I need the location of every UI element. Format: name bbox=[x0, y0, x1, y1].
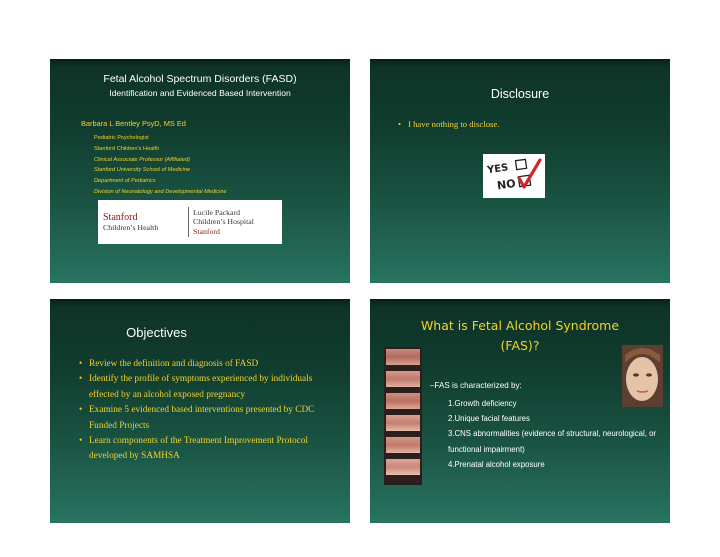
affiliation-line: Stanford University School of Medicine bbox=[94, 167, 191, 174]
logo-text-lucile-packard: Lucile Packard bbox=[193, 207, 240, 217]
fas-characteristics bbox=[448, 396, 658, 472]
yes-no-checkbox-graphic bbox=[483, 154, 545, 198]
bullet-item: • Review the definition and diagnosis of FASD bbox=[79, 357, 339, 372]
logo-text-childrens-health: Children’s Health bbox=[103, 222, 159, 232]
affiliation-line: Stanford Children’s Health bbox=[94, 145, 160, 152]
author-name: Barbara L Bentley PsyD, MS Ed bbox=[81, 119, 186, 128]
yes-no-check-icon bbox=[483, 154, 545, 198]
affiliation-line: Division of Neonatology and Developmental Medicine bbox=[94, 188, 227, 195]
bullet-item: • Learn components of the Treatment Improvement Protocol developed by SAMHSA bbox=[79, 434, 339, 465]
slide-objectives bbox=[50, 299, 350, 523]
slide-title bbox=[50, 59, 350, 283]
author-affiliations bbox=[94, 133, 226, 198]
bullet-item: • Identify the profile of symptoms experienced by individuals effected by an alcohol exposed pregnancy bbox=[79, 372, 339, 403]
slide-heading: Disclosure bbox=[490, 87, 550, 101]
logo-divider bbox=[188, 207, 189, 237]
slide-disclosure bbox=[370, 59, 670, 283]
bullet-item: • I have nothing to disclose. bbox=[398, 119, 499, 129]
yes-label: YES bbox=[486, 162, 510, 177]
affiliation-line: Pediatric Psychologist bbox=[94, 135, 149, 141]
disclosure-bullets bbox=[398, 119, 499, 129]
heading-line-2: (FAS)? bbox=[500, 338, 540, 353]
slide-what-is-fas bbox=[370, 299, 670, 523]
presentation-subtitle: Identification and Evidenced Based Intervention bbox=[109, 88, 291, 98]
characteristic-item: 1.Growth deficiency bbox=[448, 399, 517, 408]
stanford-logo bbox=[98, 200, 282, 244]
objectives-bullets bbox=[79, 357, 339, 465]
presentation-title: Fetal Alcohol Spectrum Disorders (FASD) bbox=[103, 73, 297, 85]
affiliation-line: Clinical Associate Professor (Affiliated) bbox=[94, 156, 190, 163]
slide-heading: Objectives bbox=[126, 325, 187, 340]
logo-text-stanford-2: Stanford bbox=[193, 226, 220, 236]
bullet-item: • Examine 5 evidenced based interventions presented by CDC Funded Projects bbox=[79, 403, 339, 434]
fas-lead-text: –FAS is characterized by: bbox=[430, 381, 522, 390]
lip-philtrum-guide-image bbox=[384, 347, 422, 485]
logo-text-childrens-hospital: Children’s Hospital bbox=[193, 217, 254, 227]
logo-text-stanford: Stanford bbox=[103, 211, 138, 223]
no-label: NO bbox=[496, 176, 517, 193]
heading-line-1: What is Fetal Alcohol Syndrome bbox=[420, 318, 620, 333]
characteristic-item: 2.Unique facial features bbox=[448, 414, 530, 424]
characteristic-item: 4.Prenatal alcohol exposure bbox=[448, 459, 545, 469]
affiliation-line: Department of Pediatrics bbox=[94, 178, 156, 185]
characteristic-item: 3.CNS abnormalities (evidence of structural, neurological, or functional impairment) bbox=[448, 429, 657, 454]
